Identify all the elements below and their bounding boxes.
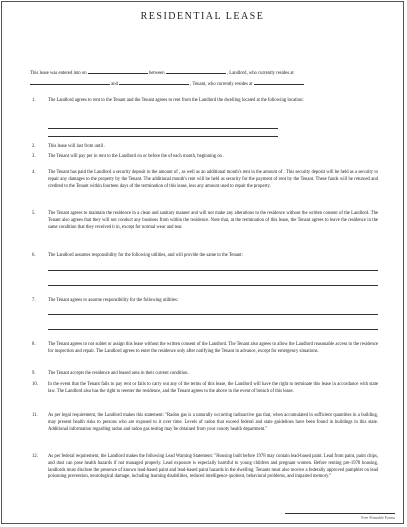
clause-text: The Tenant agrees to not sublet or assign this lease without the written consent of the Landlord. The Tenant also agrees to allow the Landlord reasonable access to the residence for inspection and repair. The Landlord agrees to enter the residence only after notifying the Tenant in advance, except for emergency situations. (48, 342, 378, 354)
utilities-line[interactable] (48, 270, 378, 271)
address-line[interactable] (48, 136, 278, 137)
clause-number: 11. (32, 413, 38, 418)
clause-number: 8. (32, 342, 36, 347)
clause-text: As per legal requirement, the Landlord makes this statement: "Radon gas is a naturally occurring radioactive gas that, when accumulated in sufficient quantities in a building, may present health risks to persons who are exposed to it over time. Levels of radon that exceed federal and state guidelines have been found in buildings in this state. Additional information regarding radon and radon gas testing may be obtained from your county health department." (48, 413, 378, 432)
landlord-name-field[interactable] (166, 68, 226, 74)
clause-number: 5. (32, 211, 36, 216)
landlord-address-field[interactable] (30, 79, 110, 85)
utilities-line[interactable] (48, 314, 378, 315)
intro-text-2b: , Tenant, who currently resides at (190, 82, 253, 87)
date-field[interactable] (88, 68, 148, 74)
clause-text: The Tenant has paid the Landlord a security deposit in the amount of , as well as an additional month's rent in the amount of . This security deposit will be held as a security to repair any damages to the property by the Tenant. The additional month's rent will be held as security for the payment of rent by the Tenant. These funds will be returned and credited to the Tenant within fourteen days of the termination of this lease, less any amount used to repair the property. (48, 170, 378, 189)
intro-text-2a: and (111, 82, 118, 87)
clause-text: As per federal requirement, the Landlord makes the following Lead Warning Statement: "Housing built before 1978 may contain lead-based paint. Lead from paint, paint chips, and dust can pose health hazards if not managed properly. Lead exposure is especially harmful to young children and pregnant women. Before renting pre-1978 housing, landlords must disclose the presence of known lead-based paint and lead-based paint hazards in the dwelling. Tenants must also receive a federally approved pamphlet on lead poisoning prevention, neurological damage, including learning disabilities, reduced intelligence quotient, behavioral problems, and impaired memory." (48, 454, 378, 480)
clause-number: 12. (32, 454, 38, 459)
clause-text: The Tenant agrees to maintain the residence in a clean and sanitary manner and will not make any alterations to the residence without the written consent of the Landlord. The Tenant also agrees that they will not conduct any business from within the residence. Note that, at the termination of this lease, the Tenant agrees to leave the residence in the same condition that they received it in, except for normal wear and tear. (48, 211, 378, 230)
utilities-line[interactable] (48, 285, 378, 286)
footer-credit: Free Printable Forms (361, 515, 395, 520)
tenant-name-field[interactable] (119, 79, 189, 85)
intro-text-1b: between (148, 71, 165, 76)
intro-text-1c: , Landlord, who currently resides at (226, 71, 294, 76)
clause-number: 6. (32, 253, 36, 258)
intro-paragraph (30, 68, 380, 90)
clause-text: In the event that the Tenant fails to pay rent or fails to carry out any of the terms of this lease, the Landlord will have the right to terminate this lease in accordance with state law. The Landlord also has the right to reenter the residence, and the Tenant agrees to the above in the event of breach of this lease. (48, 382, 378, 394)
clause-number: 2. (32, 144, 36, 149)
clause-text: The Landlord agrees to rent to the Tenant and the Tenant agrees to rent from the Landlord the dwelling located at the following location: (48, 98, 304, 103)
clause-text: The Tenant will pay per in rent to the Landlord on or before the of each month, beginning on . (48, 154, 225, 159)
clause-text: The Tenant agrees to assume responsibility for the following utilities: (48, 298, 179, 303)
clause-number: 10. (32, 382, 38, 387)
tenant-address-field[interactable] (254, 79, 304, 85)
clause-number: 7. (32, 298, 36, 303)
clause-number: 3. (32, 154, 36, 159)
intro-text-1a: This lease was entered into on (30, 71, 87, 76)
clause-number: 9. (32, 371, 36, 376)
document-title: RESIDENTIAL LEASE (140, 11, 265, 22)
clause-text: This lease will last from until . (48, 144, 106, 149)
clause-text: The Tenant accepts the residence and leased area in their current condition. (48, 371, 189, 376)
address-line[interactable] (48, 128, 278, 129)
footer-rule (285, 513, 395, 514)
clause-number: 4. (32, 170, 36, 175)
clause-number: 1. (32, 98, 36, 103)
utilities-line[interactable] (48, 329, 378, 330)
lease-document (1, 1, 404, 524)
clause-text: The Landlord assumes responsibility for the following utilities, and will provide the same to the Tenant: (48, 253, 243, 258)
